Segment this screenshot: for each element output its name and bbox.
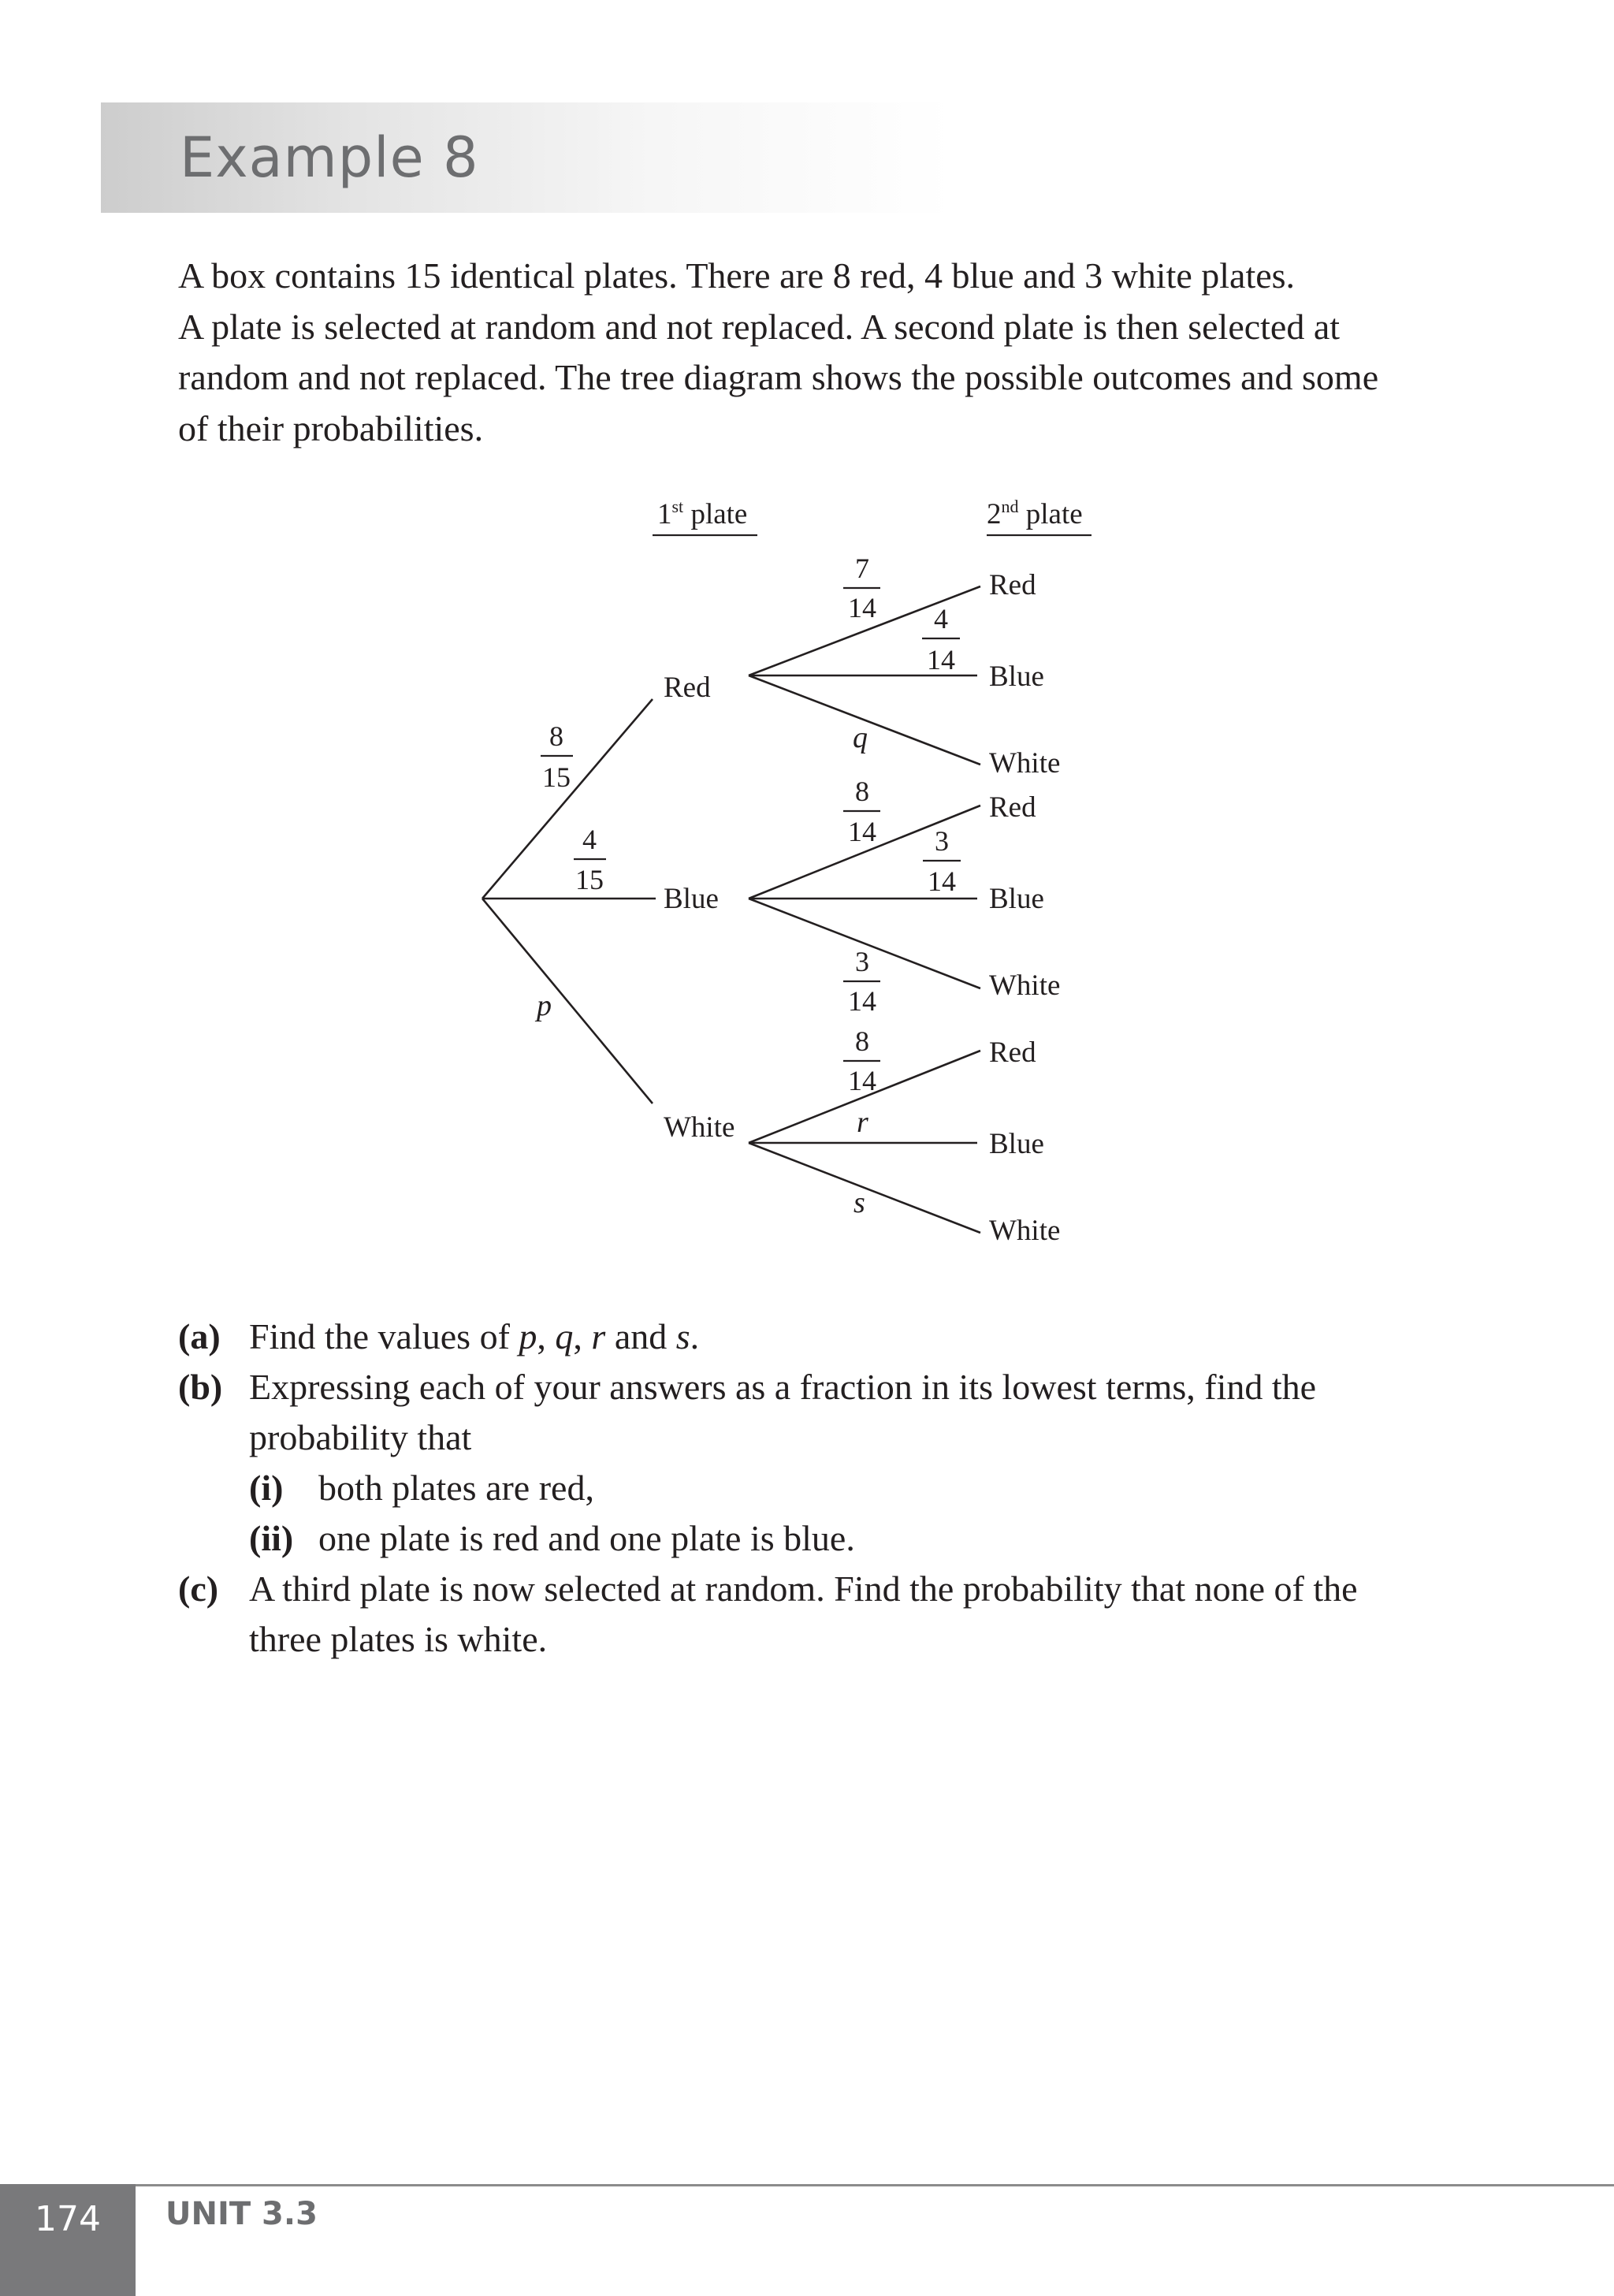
second-outcome-blue-white: White <box>989 969 1061 1002</box>
intro-line: A plate is selected at random and not replaced. A second plate is then selected at <box>178 306 1341 347</box>
question-b-line: Expressing each of your answers as a fraction in its lowest terms, find the <box>249 1367 1317 1407</box>
second-outcome-blue-blue: Blue <box>989 883 1044 915</box>
prob-white-white-s: s <box>853 1186 865 1219</box>
question-b-ii <box>249 1513 1502 1564</box>
svg-text:8: 8 <box>855 1025 869 1057</box>
prob-first-white-p: p <box>537 989 552 1022</box>
question-b-i-mark: (i) <box>249 1468 284 1508</box>
prob-red-white-q: q <box>853 721 868 754</box>
svg-text:14: 14 <box>848 985 876 1017</box>
prob-blue-white <box>843 946 880 1017</box>
question-b-mark: (b) <box>178 1367 223 1407</box>
first-outcome-blue: Blue <box>664 883 719 915</box>
var-r: r <box>591 1316 606 1356</box>
second-outcome-red-blue: Blue <box>989 661 1044 693</box>
svg-text:4: 4 <box>582 824 597 855</box>
question-c-line: three plates is white. <box>249 1619 548 1659</box>
prob-blue-blue <box>923 825 961 897</box>
question-b-i <box>249 1463 1502 1513</box>
svg-text:8: 8 <box>855 776 869 807</box>
question-c-line: A third plate is now selected at random. Find the probability that none of the <box>249 1568 1358 1609</box>
intro-line: of their probabilities. <box>178 407 484 448</box>
svg-text:14: 14 <box>928 865 956 897</box>
svg-text:15: 15 <box>542 761 571 793</box>
second-outcome-white-red: Red <box>989 1036 1036 1069</box>
svg-text:14: 14 <box>848 1065 876 1096</box>
example-title: Example 8 <box>180 125 479 190</box>
prob-first-red <box>541 720 573 793</box>
first-outcome-red: Red <box>664 672 711 704</box>
svg-text:8: 8 <box>549 720 563 752</box>
prob-white-blue-r: r <box>857 1106 868 1139</box>
prob-first-blue <box>574 824 606 895</box>
question-b-i-text: both plates are red, <box>318 1468 594 1508</box>
svg-text:4: 4 <box>934 603 948 634</box>
second-outcome-red-white: White <box>989 747 1061 780</box>
var-p: p <box>519 1316 537 1356</box>
question-b-ii-mark: (ii) <box>249 1518 294 1558</box>
svg-text:3: 3 <box>855 946 869 977</box>
second-plate-heading: 2nd plate <box>987 497 1083 530</box>
svg-text:15: 15 <box>575 864 604 895</box>
prob-red-red <box>843 553 880 623</box>
svg-text:14: 14 <box>927 644 955 675</box>
footer-rule <box>136 2184 1614 2186</box>
unit-label: UNIT 3.3 <box>165 2196 318 2232</box>
second-outcome-red-red: Red <box>989 569 1036 601</box>
svg-text:7: 7 <box>855 553 869 584</box>
first-outcome-white: White <box>664 1111 735 1144</box>
prob-blue-red <box>843 776 880 847</box>
question-c <box>178 1564 1502 1665</box>
second-outcome-white-white: White <box>989 1215 1061 1247</box>
page-number: 174 <box>0 2184 136 2296</box>
svg-text:14: 14 <box>848 592 876 623</box>
question-b <box>178 1362 1502 1463</box>
second-outcome-blue-red: Red <box>989 791 1036 824</box>
intro-line: random and not replaced. The tree diagram shows the possible outcomes and some <box>178 357 1379 397</box>
question-b-line: probability that <box>249 1417 472 1457</box>
branch-white <box>482 899 653 1103</box>
prob-white-red <box>843 1025 880 1096</box>
question-list <box>178 1312 1502 1665</box>
question-a-mark: (a) <box>178 1316 221 1356</box>
intro-line: A box contains 15 identical plates. There are 8 red, 4 blue and 3 white plates. <box>178 255 1296 296</box>
prob-red-blue <box>922 603 960 675</box>
question-a: (a) Find the values of p, q, r and s. <box>178 1312 1502 1362</box>
branch-red <box>482 699 653 899</box>
var-s: s <box>675 1316 690 1356</box>
svg-text:14: 14 <box>848 816 876 847</box>
var-q: q <box>555 1316 574 1356</box>
first-plate-heading: 1st plate <box>657 497 748 530</box>
question-c-mark: (c) <box>178 1568 219 1609</box>
svg-text:3: 3 <box>935 825 949 857</box>
second-outcome-white-blue: Blue <box>989 1128 1044 1160</box>
question-b-ii-text: one plate is red and one plate is blue. <box>318 1518 855 1558</box>
